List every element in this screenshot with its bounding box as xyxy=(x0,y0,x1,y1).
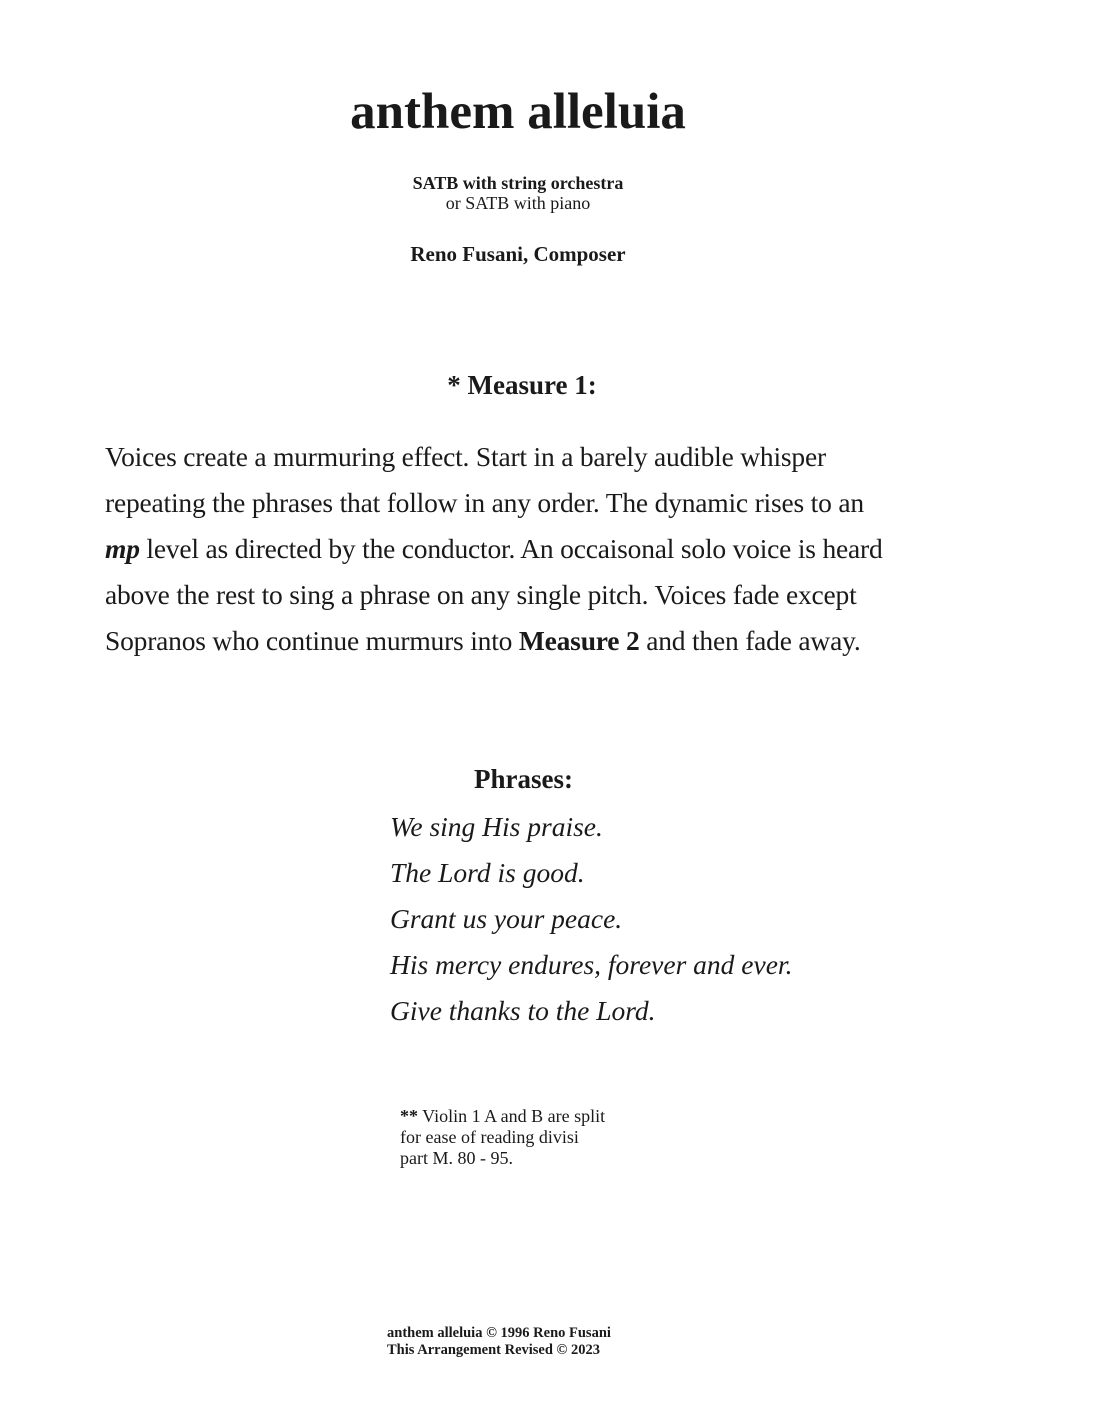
footnote-line xyxy=(400,1106,605,1127)
performance-instructions xyxy=(105,434,1005,664)
measure-heading: * Measure 1: xyxy=(447,370,597,400)
footnote-line: part M. 80 - 95. xyxy=(400,1148,513,1168)
footnote-marker: ** xyxy=(400,1106,418,1126)
instruction-line xyxy=(105,480,1005,526)
instruction-line xyxy=(105,572,1005,618)
phrases-list xyxy=(390,804,792,1034)
footnote-line: for ease of reading divisi xyxy=(400,1127,579,1147)
document-title: anthem alleluia xyxy=(350,84,686,140)
instruction-text: and then fade away. xyxy=(639,625,861,656)
dynamic-marking: mp xyxy=(105,533,140,564)
instruction-text: above the rest to sing a phrase on any single pitch. Voices fade except xyxy=(105,579,857,610)
copyright-line: This Arrangement Revised © 2023 xyxy=(387,1342,601,1358)
phrase-item: We sing His praise. xyxy=(390,811,603,842)
composer-credit: Reno Fusani, Composer xyxy=(410,242,626,266)
instrumentation: SATB with string orchestra xyxy=(412,173,624,193)
phrase-item: Grant us your peace. xyxy=(390,903,623,934)
footnote-text: Violin 1 A and B are split xyxy=(418,1106,606,1126)
phrase-item: His mercy endures, forever and ever. xyxy=(390,949,793,980)
instruction-line xyxy=(105,526,1005,572)
instruction-text: Voices create a murmuring effect. Start in a barely audible whisper xyxy=(105,441,826,472)
measure-reference: Measure 2 xyxy=(518,625,640,656)
phrases-heading: Phrases: xyxy=(474,764,573,794)
instruction-text: repeating the phrases that follow in any order. The dynamic rises to an xyxy=(105,487,864,518)
instruction-text: level as directed by the conductor. An occaisonal solo voice is heard xyxy=(139,533,883,564)
instruction-line xyxy=(105,434,1005,480)
alternate-instrumentation: or SATB with piano xyxy=(445,193,591,213)
instruction-line xyxy=(105,618,1005,664)
phrase-item: The Lord is good. xyxy=(390,857,585,888)
violin-footnote xyxy=(400,1106,605,1169)
phrase-item: Give thanks to the Lord. xyxy=(390,995,656,1026)
instruction-text: Sopranos who continue murmurs into xyxy=(105,625,519,656)
copyright-notice xyxy=(387,1325,611,1359)
copyright-line: anthem alleluia © 1996 Reno Fusani xyxy=(387,1325,611,1341)
